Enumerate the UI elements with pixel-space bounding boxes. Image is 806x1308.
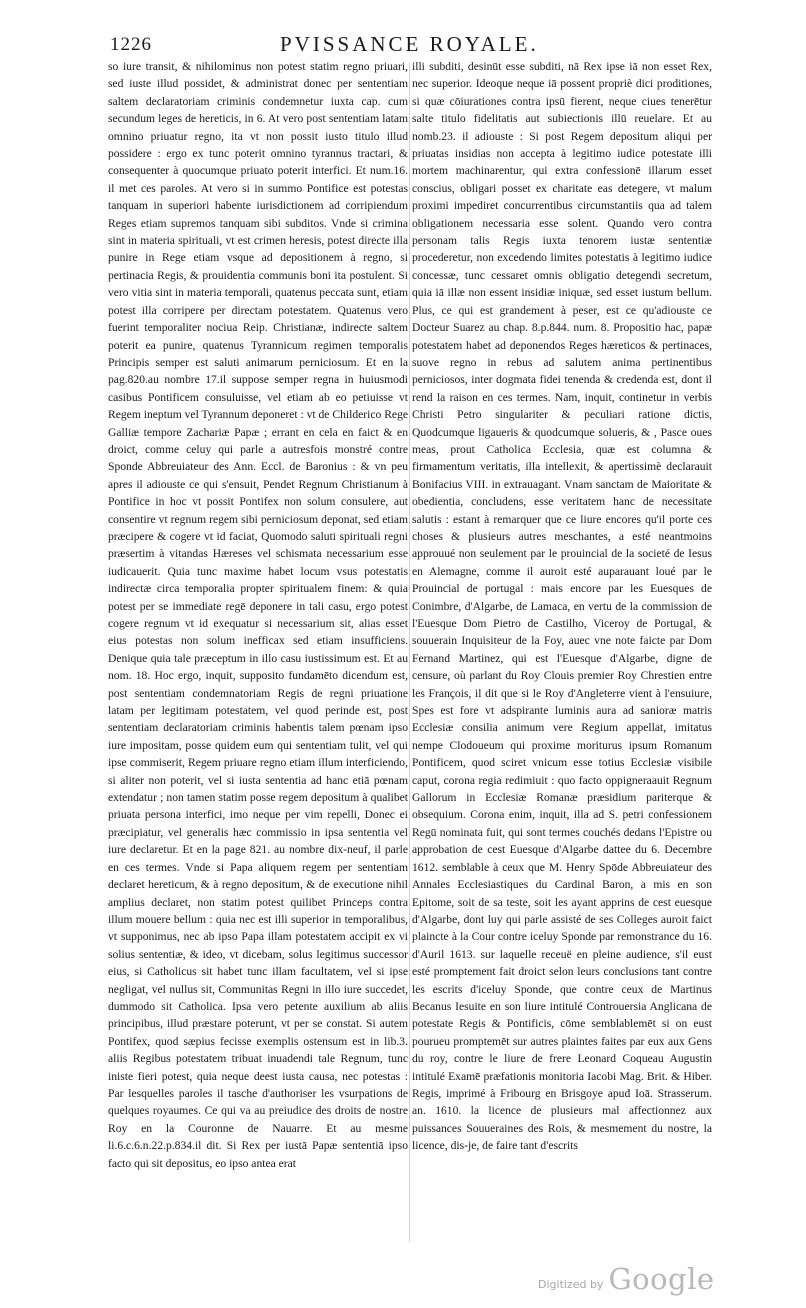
running-title: PVISSANCE ROYALE. (280, 32, 539, 56)
watermark-prefix: Digitized by (538, 1278, 604, 1291)
digitization-watermark (538, 1262, 715, 1296)
page-header (110, 34, 700, 58)
right-column-paragraph: illi subditi, desinūt esse subditi, nā Rex ipse iā non esset Rex, nec superior. Ideoque neque iā possent propriè dici proditiones, si quæ cōiurationes contra ipsū fierent, neque ciues tenerētur salte titulo fidelitatis aut subiectionis illū reuelare. Et au nomb.23. il adiouste : Si post Regem depositum aliqui per priuatas insidias non accepta à legitimo iudice potestate illi mortem machinarentur, qui extra confessionē illarum esset conscius, obligari posset ex charitate eas detegere, vt malum proximi impediret concurrentibus circumstantiis qua ad talem obligationem necessaria esse solent. Quando vero contra personam talis Regis iuxta tenorem iustæ sententiæ procederetur, non excedendo limites potestatis à legitimo iudice concessæ, tunc cessaret omnis obligatio detegendi secretum, quia iā illæ non essent insidiæ iniquæ, sed esset iustum bellum. Plus, ce qui est grandement à peser, est ce qu'adiouste ce Docteur Suarez au chap. 8.p.844. num. 8. Propositio hac, papæ potestatem habet ad deponendos Reges hæreticos & pertinaces, suove regno in rebus ad salutem anima pertinentibus perniciosos, inter dogmata fidei tenenda & credenda est, dont il rend la raison en ces termes. Nam, inquit, continetur in verbis Christi Petro singulariter & peculiari ratione dictis, Quodcumque ligaueris & quodcumque solueris, & , Pasce oues meas, prout Catholica Ecclesia, quæ est columna & firmamentum veritatis, illa intellexit, & apertissimè declarauit Bonifacius VIII. in extrauagant. Vnam sanctam de Maioritate & obedientia, concludens, esse veritatem hanc de necessitate salutis : estant à remarquer que ce liure encores qu'il porte ces choses & plusieurs autres meschantes, a esté neantmoins approuué non seulement par le prouincial de la societé de Iesus en Alemagne, comme il auroit esté auparauant loué par le Prouincial de portugal : mais encore par les Euesques de Conimbre, d'Algarbe, de Lamaca, en vertu de la commission de l'Euesque Dom Pietro de Castilho, Viceroy de Portugal, & souuerain Inquisiteur de la Foy, auec vne note faicte par Dom Fernand Martinez, qui est l'Euesque d'Algarbe, digne de censure, où parlant du Roy Clouis premier Roy Chrestien entre les François, il dit que si le Roy d'Angleterre vient à l'ensuiure, Spes est fore vt adspirante luminis aura ad sanioræ matris Ecclesiæ consilia animum vere Regium appellat, imitatus nempe Clodoueum qui proxime moriturus ipsum Romanum Pontificem, quod sciret vnicum esse totius Ecclesiæ visibile caput, corona regia redimiuit : quo facto oppigneraauit Regnum Gallorum in Ecclesiæ Romanæ præsidium pariterque & obsequium. Corona enim, inquit, illa ad S. petri confessionem Regū nominata fuit, qui sont termes couchés dedans l'Epistre ou approbation de cest Euesque d'Algarbe dattee du 6. Decembre 1612. semblable à ceux que M. Henry Spōde Abbreuiateur des Annales Ecclesiastiques du Cardinal Baron, a mis en son Epitome, soit de sa teste, soit les ayant apprins de cest euesque d'Algarbe, dont luy qui parle assisté de ses Colleges auroit faict plaincte à la Cour contre iceluy Sponde par remonstrance du 16. d'Auril 1613. sur laquelle receuë en pleine audience, s'il eust esté promptement fait droict selon leurs conclusions tant contre les escrits d'iceluy Sponde, que contre ceux de Martinus Becanus Iesuite en son liure intitulé Controuersia Anglicana de potestate Regis & Pontificis, cōme semblablemēt si on eust pourueu promptemēt sur autres plaintes faites par eux aux Gens du roy, contre le liure de frere Leonard Coqueau Augustin intitulé Examē præfationis monitoria Iacobi Mag. Brit. & Hiber. Regis, imprimé à Fribourg en Brisgoye apud Ioā. Strasserum. an. 1610. la licence de plusieurs mal affectionnez aux puissances Souueraines des Rois, & mesmement du nostre, la licence, dis-je, de faire tant d'escrits (412, 60, 712, 1153)
column-divider (409, 62, 410, 1242)
left-text-column (108, 58, 408, 1258)
left-column-paragraph: so iure transit, & nihilominus non potest statim regno priuari, sed iuste illud possidet, & administrat donec per sententiam saltem declaratoriam criminis condemnetur iuxta cap. cum secundum leges de hereticis, in 6. At vero post sententiam latam omnino priuatur regno, ita vt non possit iusto titulo illud possidere : ergo ex tunc poterit omnino tyrannus tractari, & consequenter à quocumque priuato poterit interfici. Et num.16. il met ces paroles. At vero si in summo Pontifice est potestas tanquam in superiori habente iurisdictionem ad corripiendum Reges etiam supremos tanquam sibi subditos. Vnde si crimina sint in materia spirituali, vt est crimen heresis, potest directe illa punire in Rege etiam vsque ad depositionem à regno, si pertinacia Regis, & prouidentia communis boni ita postulent. Si vero vitia sint in materia temporali, quatenus peccata sunt, etiam potest illa corripere per directam potestatem. Quatenus vero fuerint temporaliter nociua Reip. Christianæ, indirecte saltem poterit ea punire, quatenus Tyrannicum regimen temporalis Principis semper est saluti animarum perniciosum. Et en la pag.820.au nombre 17.il suppose semper regna in huiusmodi casibus Pontificem consuluisse, vel etiam ab eo petiuisse vt Regem ineptum vel Tyrannum deponeret : vt de Childerico Rege Galliæ tempore Zachariæ Papæ ; errant en cela en faict & en droict, comme celuy qui parle a autresfois monstré contre Sponde Abbreuiateur des Ann. Eccl. de Baronius : & vn peu apres il adiouste ce qui s'ensuit, Pendet Regnum Christianum à Pontifice in hoc vt possit Pontifex non solum consulere, aut consentire vt regnum regem sibi perniciosum deponat, sed etiam præcipere & cogere vt id faciat, Quomodo saluti spirituali regni præsertim à vitandas Hæreses vel schismata necessarium esse iudicauerit. Quia tunc maxime habet locum vsus potestatis indirectæ circa temporalia propter spiritualem finem: & quia potest per se immediate regē deponere in tali casu, ergo potest cogere regnum vt id exequatur si necessarium sit, alias esset eius potestas non solum inefficax sed etiam insufficiens. Denique quia tale præceptum in illo casu iustissimum est. Et au nom. 18. Hoc ergo, inquit, supposito fundamēto dicendum est, post sententiam condemnatoriam Regis de regni priuatione latam per legitimam potestatem, vel quod perinde est, post sententiam declaratoriam criminis habentis talem pœnam ipso iure impositam, posse quidem eum qui sententiam tulit, vel qui ipse commiserit, Regem priuare regno etiam illum interficiendo, si aliter non poterit, vel si iusta sententia ad hanc etiā pœnam extendatur ; non tamen statim posse regem depositum à qualibet priuata persona interfici, imo neque per vim repelli, Donec ei præcipiatur, vel generalis hæc commissio in ipsa sententia vel iure declaretur. Et en la page 821. au nombre dix-neuf, il parle en ces termes. Vnde si Papa aliquem regem per sententiam declaret hereticum, & à regno depositum, & de executione nihil amplius declaret, non statim potest quilibet Princeps contra illum mouere bellum : quia nec est illi superior in temporalibus, vt supponimus, nec ab ipso Papa illam potestatem accipit ex vi solius sententiæ, & ideo, vt dicebam, solus legitimus successor eius, si Catholicus sit habet tunc illam facultatem, vel si ipse negligat, vel nullus sit, Communitas Regni in illo iure succedet, dummodo sit Catholica. Ipsa vero petente auxilium ab aliis principibus, illud præstare poterunt, vt per se constat. Si autem Pontifex, quod sæpius fecisse exemplis ostensum est in lib.3. aliis Regibus potestatem tribuat inuadendi tale Regnum, tunc iniste fieri potest, quia neque deest iusta causa, nec potestas : Par lesquelles paroles il tasche d'authoriser les vsurpations de quelques royaumes. Ce qui va au preiudice des droits de nostre Roy en la Couronne de Nauarre. Et au mesme li.6.c.6.n.22.p.834.il dit. Si Rex per iustā Papæ sententiā ipso facto qui sit depositus, eo ipso antea erat (108, 60, 408, 1170)
right-text-column (412, 58, 712, 1258)
page-number: 1226 (110, 34, 152, 55)
google-logo: Google (608, 1262, 715, 1296)
